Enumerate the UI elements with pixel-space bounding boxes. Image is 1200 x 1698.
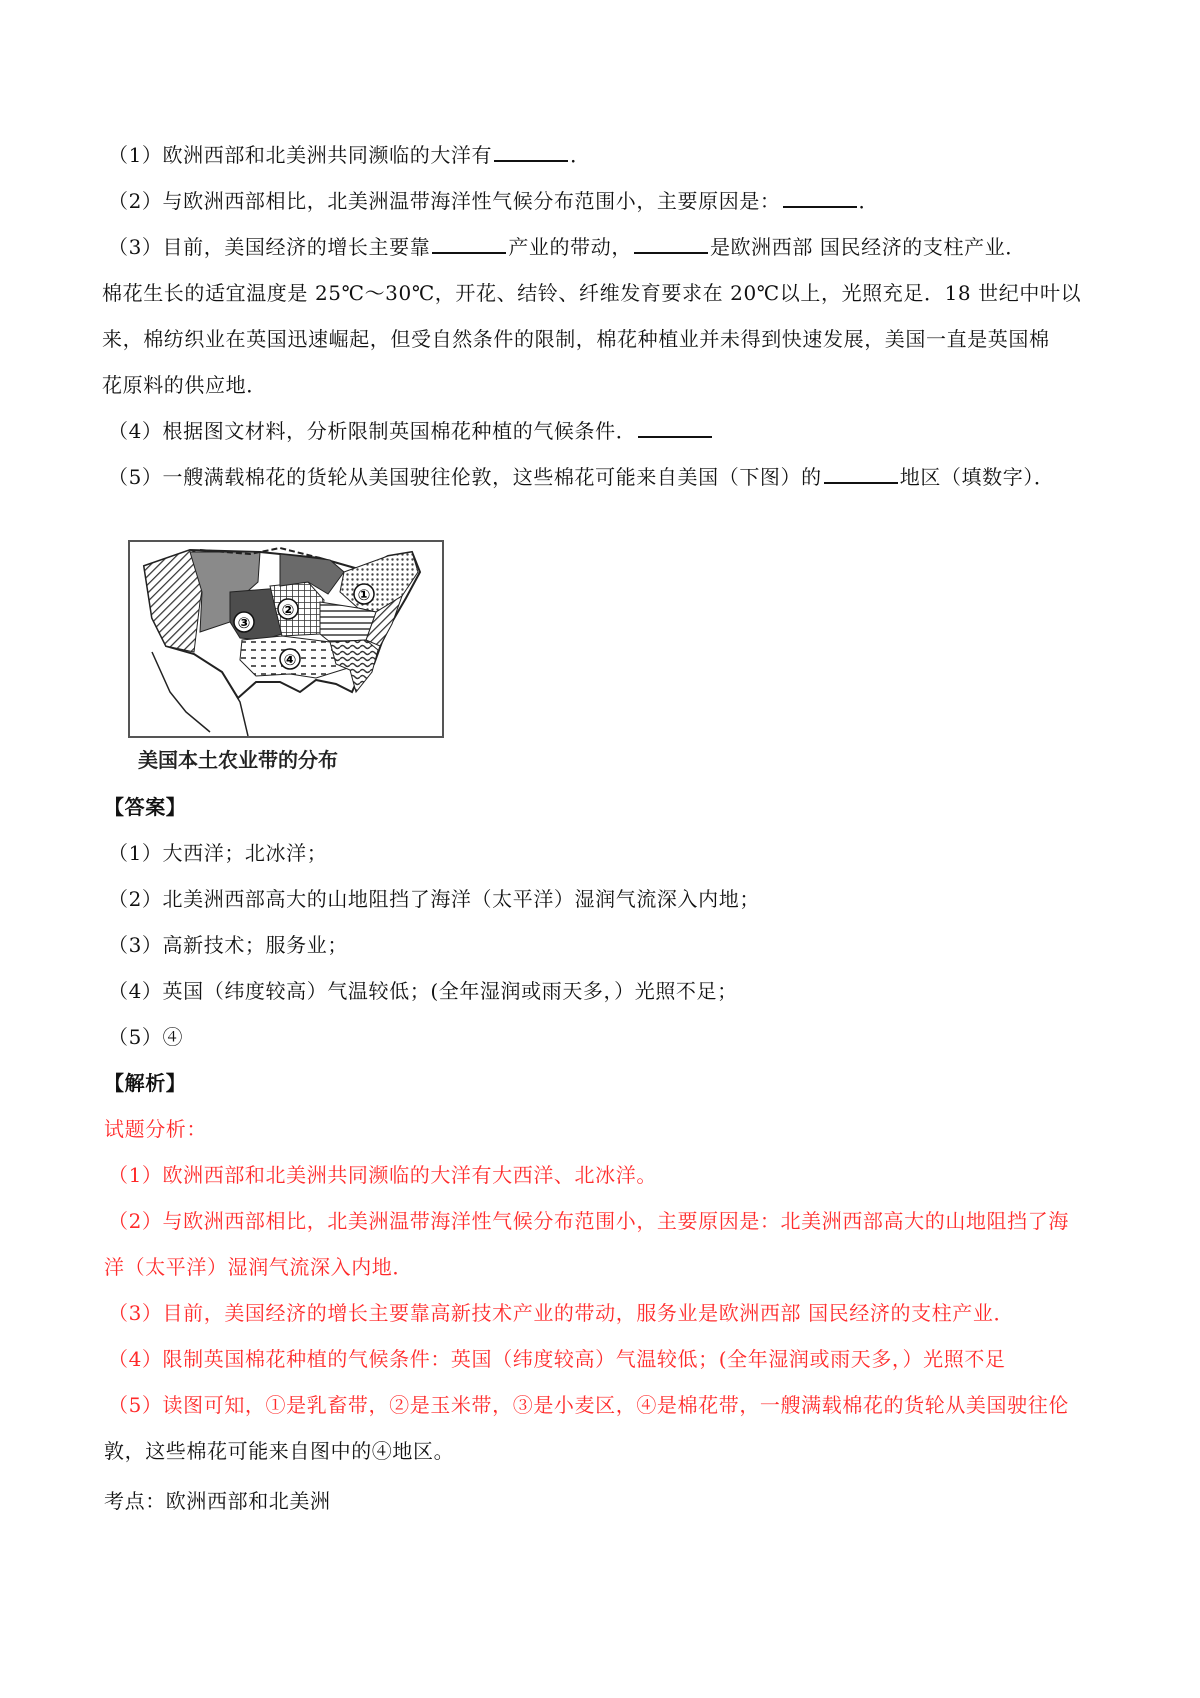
question-1: （1）欧洲西部和北美洲共同濒临的大洋有 ．	[108, 143, 591, 167]
analysis-heading: 【解析】	[104, 1071, 187, 1095]
answer-4: （4）英国（纬度较高）气温较低；(全年湿润或雨天多，）光照不足；	[108, 979, 738, 1003]
answer-blank	[494, 142, 568, 162]
analysis-2-line-2: 洋（太平洋）湿润气流深入内地．	[104, 1255, 413, 1279]
material-line-2: 来，棉纺织业在英国迅速崛起，但受自然条件的限制，棉花种植业并未得到快速发展，美国一直是英国棉	[102, 327, 1050, 351]
answer-blank	[824, 464, 898, 484]
analysis-1: （1）欧洲西部和北美洲共同濒临的大洋有大西洋、北冰洋。	[108, 1163, 657, 1187]
question-3: （3）目前，美国经济的增长主要靠 产业的带动， 是欧洲西部 国民经济的支柱产业．	[108, 235, 1026, 259]
answer-blank	[783, 188, 857, 208]
analysis-4: （4）限制英国棉花种植的气候条件：英国（纬度较高）气温较低；(全年湿润或雨天多，）光照不足	[108, 1347, 1006, 1371]
answer-heading: 【答案】	[104, 795, 187, 819]
question-4: （4）根据图文材料，分析限制英国棉花种植的气候条件．	[108, 416, 1108, 446]
analysis-subheading: 试题分析：	[104, 1117, 207, 1141]
us-agriculture-map-figure	[128, 540, 444, 780]
analysis-2-line-1: （2）与欧洲西部相比，北美洲温带海洋性气候分布范围小，主要原因是：北美洲西部高大的山地阻挡了海	[108, 1209, 1069, 1233]
analysis-5-line-2: 敦，这些棉花可能来自图中的④地区。	[104, 1439, 455, 1463]
map-label-2: ②	[281, 601, 295, 619]
answer-1: （1）大西洋；北冰洋；	[108, 841, 328, 865]
answer-2: （2）北美洲西部高大的山地阻挡了海洋（太平洋）湿润气流深入内地；	[108, 887, 760, 911]
analysis-3: （3）目前，美国经济的增长主要靠高新技术产业的带动，服务业是欧洲西部 国民经济的支柱产业．	[108, 1301, 1015, 1325]
answer-blank	[634, 234, 708, 254]
map-label-1: ①	[357, 586, 371, 604]
map-frame	[128, 540, 444, 738]
figure-caption: 美国本土农业带的分布	[138, 748, 338, 772]
answer-blank	[432, 234, 506, 254]
us-map-illustration	[130, 542, 442, 736]
answer-5: （5）④	[108, 1025, 184, 1049]
analysis-5-line-1: （5）读图可知，①是乳畜带，②是玉米带，③是小麦区，④是棉花带，一艘满载棉花的货轮从美国驶往伦	[108, 1393, 1069, 1417]
map-label-3: ③	[237, 614, 251, 632]
question-5: （5）一艘满载棉花的货轮从美国驶往伦敦，这些棉花可能来自美国（下图）的 地区（填数字）．	[108, 465, 1055, 489]
question-2: （2）与欧洲西部相比，北美洲温带海洋性气候分布范围小，主要原因是： ．	[108, 189, 880, 213]
answer-blank	[638, 418, 712, 438]
kaodian: 考点：欧洲西部和北美洲	[104, 1489, 331, 1513]
material-line-3: 花原料的供应地．	[102, 373, 267, 397]
answer-3: （3）高新技术；服务业；	[108, 933, 348, 957]
map-label-4: ④	[283, 651, 297, 669]
material-line-1: 棉花生长的适宜温度是 25℃～30℃，开花、结铃、纤维发育要求在 20℃以上，光照充足．18 世纪中叶以	[102, 281, 1082, 305]
